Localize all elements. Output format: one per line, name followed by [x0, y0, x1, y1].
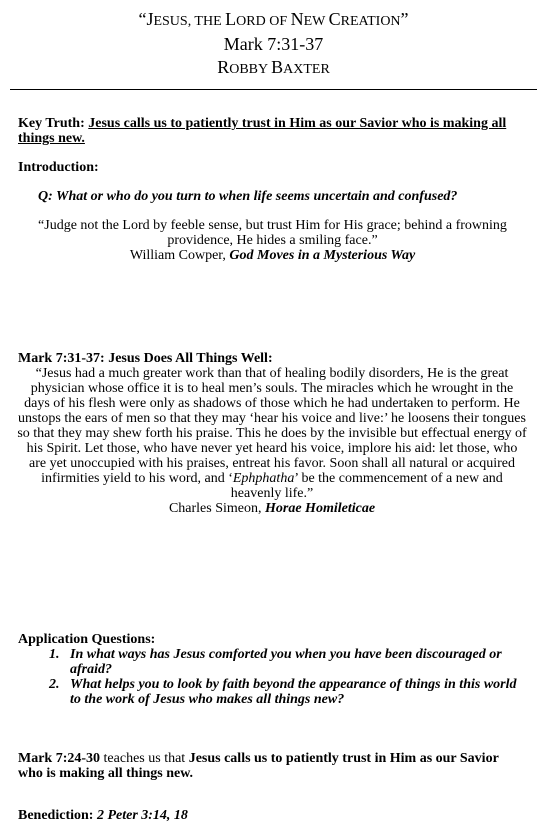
simeon-quote-text: “Jesus had a much greater work than that of healing bodily disorders, He is the great physician whose office it is to heal men’s souls. The miracles which he wrought in the days of his flesh were only as shadows of those which he had undertaken to perform. He unstops the ears of men so that they may ‘hear his voice and live:’ he loosens their tongues so that they may shew forth his praise. This he does by the invisible but effectual energy of his Spirit. Let those, who have never yet heard his voice, implore his aid: let those, who are yet unoccupied with his praises, entreat his favor. Soon shall all natural or acquired infirmities yield to his word, and ‘Ephphatha’ be the commencement of a new and heavenly life.”	[17, 366, 527, 501]
document-header	[0, 0, 547, 81]
key-truth	[18, 116, 523, 146]
benediction-reference: 2 Peter 3:14, 18	[96, 808, 188, 823]
document-title: “JESUS, THE LORD OF NEW CREATION”	[138, 9, 409, 29]
benediction	[18, 808, 188, 823]
application-question: 1. In what ways has Jesus comforted you when you have been discouraged or afraid?	[63, 647, 523, 677]
closing-reference: Mark 7:24-30	[18, 751, 101, 766]
author-name: ROBBY BAXTER	[217, 57, 330, 77]
cowper-quote-text: “Judge not the Lord by feeble sense, but trust Him for His grace; behind a frowning providence, He hides a smiling face.”	[38, 218, 507, 248]
key-truth-label: Key Truth:	[18, 116, 85, 131]
simeon-quote	[17, 366, 527, 516]
application-question-list	[18, 647, 523, 707]
closing-key-truth: Jesus calls us to patiently trust in Him as our Savior who is making all things new.	[18, 751, 499, 781]
application-question: 2. What helps you to look by faith beyond the appearance of things in this world to the work of Jesus who makes all things new?	[63, 677, 523, 707]
application-section	[18, 632, 523, 707]
section-heading: Mark 7:31-37: Jesus Does All Things Well:	[18, 351, 273, 366]
simeon-attribution: Charles Simeon, Horae Homileticae	[168, 501, 376, 516]
closing-statement: Mark 7:24-30 teaches us that Jesus calls us to patiently trust in Him as our Savior who is making all things new.	[18, 751, 499, 781]
introduction-heading: Introduction:	[18, 160, 99, 175]
application-heading: Application Questions:	[18, 632, 156, 647]
header-divider	[10, 89, 537, 90]
key-truth-text: Jesus calls us to patiently trust in Him as our Savior who is making all things new.	[18, 116, 507, 146]
scripture-reference: Mark 7:31-37	[223, 34, 324, 54]
introduction-question: Q: What or who do you turn to when life seems uncertain and confused?	[38, 189, 458, 204]
benediction-label: Benediction:	[18, 808, 97, 823]
cowper-quote	[30, 218, 515, 263]
cowper-attribution: William Cowper, God Moves in a Mysterious Way	[129, 248, 416, 263]
